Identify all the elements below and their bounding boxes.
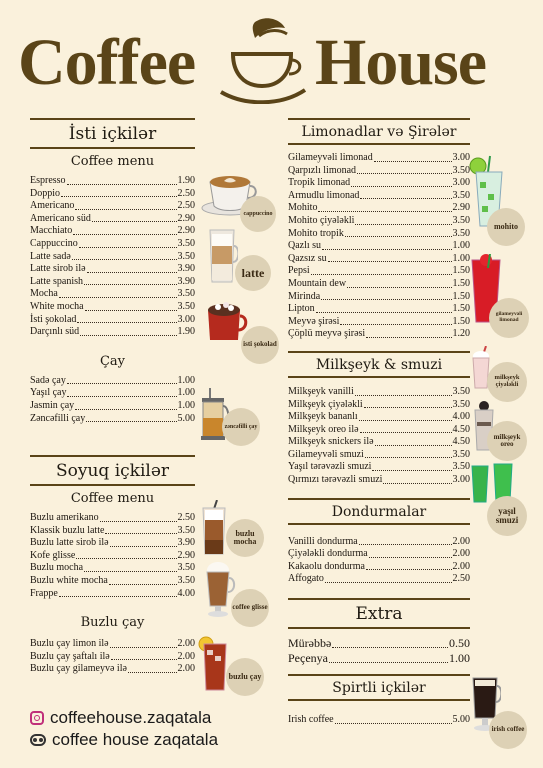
menu-row-icecream [288, 573, 470, 586]
item-name: Macchiato [30, 225, 73, 237]
badge-latte: latte [235, 255, 271, 291]
item-price: 3.50 [177, 288, 195, 300]
item-price: 3.50 [177, 575, 195, 587]
menu-row-extra [288, 636, 470, 651]
item-price: 3.00 [452, 177, 470, 189]
dot-leader [365, 457, 452, 458]
menu-row-shake [288, 386, 470, 399]
menu-row-lemonade [288, 291, 470, 304]
item-name: Mohito [288, 202, 318, 214]
sub-title-hot-coffee: Coffee menu [70, 154, 155, 169]
item-name: Cappuccino [30, 237, 78, 249]
dot-leader [86, 421, 176, 422]
item-name: Milkşeyk oreo ilə [288, 423, 359, 435]
item-name: Buzlu white mocha [30, 575, 108, 587]
menu-row-lemonade [288, 253, 470, 266]
menu-row-hot-coffee [30, 276, 195, 289]
badge-isti-sokolad: isti şokolad [241, 326, 279, 364]
section-title-icecream: Dondurmalar [288, 498, 470, 525]
dot-leader [75, 209, 176, 210]
item-name: Qazlı su [288, 240, 322, 252]
menu-row-lemonade [288, 328, 470, 341]
brand-word-right: House [315, 26, 487, 99]
item-name: Tropik limonad [288, 177, 351, 189]
menu-row-lemonade [288, 228, 470, 241]
item-name: Zəncəfilli çay [30, 412, 86, 424]
dot-leader [355, 395, 452, 396]
menu-row-hot-coffee [30, 301, 195, 314]
item-price: 1.50 [452, 265, 470, 277]
item-name: Mürəbbə [288, 636, 332, 651]
item-price: 3.50 [452, 214, 470, 226]
menu-row-cold-coffee [30, 588, 195, 601]
item-price: 3.50 [452, 189, 470, 201]
item-name: Buzlu çay gilameyvə ilə [30, 663, 127, 675]
section-title-cold-drinks: Soyuq içkilər [30, 455, 195, 486]
item-price: 2.50 [452, 573, 470, 585]
item-price: 4.00 [177, 587, 195, 599]
shakes-section [288, 351, 470, 487]
dot-leader [76, 558, 176, 559]
menu-row-shake [288, 424, 470, 437]
item-price: 3.50 [452, 227, 470, 239]
menu-row-tea [30, 387, 195, 400]
dot-leader [355, 224, 451, 225]
dot-leader [328, 261, 452, 262]
badge-irish-coffee: irish coffee [489, 711, 527, 749]
item-name: Buzlu mocha [30, 562, 84, 574]
menu-row-shake [288, 399, 470, 412]
lemonades-section [288, 118, 470, 341]
menu-row-cold-coffee [30, 562, 195, 575]
menu-row-ice-tea [30, 663, 195, 676]
item-name: Çöplü meyvə şirəsi [288, 328, 366, 340]
tripadvisor-link[interactable] [30, 730, 218, 750]
section-title-spirits: Spirtli içkilər [288, 674, 470, 701]
badge-gilameyveli-limonad: gilameyvəli limonad [489, 298, 529, 338]
item-price: 3.00 [452, 474, 470, 486]
ice-tea-list [30, 638, 195, 676]
dot-leader [340, 324, 451, 325]
item-price: 3.50 [452, 448, 470, 460]
item-name: Buzlu amerikano [30, 512, 99, 524]
item-price: 2.00 [177, 663, 195, 675]
item-price: 2.90 [177, 212, 195, 224]
dot-leader [369, 557, 452, 558]
item-price: 3.50 [452, 164, 470, 176]
badge-milkseyk-ciyelekli: milkşeyk çiyələkli [487, 362, 527, 402]
dot-leader [359, 544, 452, 545]
section-title-extra: Extra [288, 598, 470, 629]
item-price: 2.90 [177, 549, 195, 561]
item-name: Milkşeyk bananlı [288, 411, 358, 423]
dot-leader [360, 432, 452, 433]
menu-row-hot-coffee [30, 200, 195, 213]
dot-leader [80, 335, 176, 336]
dot-leader [84, 571, 176, 572]
spirit-list [288, 714, 470, 727]
item-name: Yaşıl tərəvəzli smuzi [288, 461, 372, 473]
extra-list [288, 636, 470, 666]
hot-drinks-section [30, 118, 195, 425]
menu-row-shake [288, 436, 470, 449]
tea-list [30, 375, 195, 425]
menu-row-shake [288, 461, 470, 474]
item-name: Klassik buzlu latte [30, 524, 105, 536]
badge-zencefilli-cay: zəncəfilli çay [222, 408, 260, 446]
menu-row-lemonade [288, 278, 470, 291]
menu-row-cold-coffee [30, 537, 195, 550]
item-name: Frappe [30, 587, 58, 599]
item-price: 1.50 [452, 290, 470, 302]
item-price: 2.90 [177, 225, 195, 237]
item-price: 2.90 [452, 202, 470, 214]
dot-leader [59, 297, 177, 298]
lemonade-list [288, 152, 470, 341]
dot-leader [364, 407, 452, 408]
item-price: 3.90 [177, 275, 195, 287]
menu-row-shake [288, 449, 470, 462]
item-price: 3.50 [177, 524, 195, 536]
menu-row-hot-coffee [30, 188, 195, 201]
dot-leader [72, 259, 177, 260]
item-price: 3.50 [177, 250, 195, 262]
menu-row-tea [30, 400, 195, 413]
item-name: Latte sadə [30, 250, 71, 262]
cold-drinks-section [30, 455, 195, 676]
badge-coffee-glisse: coffee glisse [231, 589, 269, 627]
menu-row-lemonade [288, 316, 470, 329]
dot-leader [383, 483, 451, 484]
sub-title-cold-coffee: Coffee menu [70, 491, 155, 507]
item-price: 1.00 [452, 240, 470, 252]
item-name: Mirinda [288, 290, 321, 302]
item-price: 1.00 [452, 252, 470, 264]
item-price: 4.00 [452, 411, 470, 423]
dot-leader [87, 272, 177, 273]
item-name: Espresso [30, 175, 66, 186]
item-name: Milkşeyk çiyələkli [288, 398, 363, 410]
item-price: 4.50 [452, 423, 470, 435]
dot-leader [67, 184, 177, 185]
menu-row-lemonade [288, 165, 470, 178]
tripadvisor-icon [30, 734, 46, 746]
menu-row-hot-coffee [30, 251, 195, 264]
item-price: 3.50 [177, 237, 195, 249]
item-name: Gilameyvəli limonad [288, 152, 373, 163]
item-price: 1.00 [449, 651, 470, 666]
badge-buzlu-mocha: buzlu mocha [226, 519, 264, 557]
item-name: Latte spanish [30, 275, 84, 287]
item-price: 3.00 [452, 152, 470, 163]
menu-row-spirit [288, 714, 470, 727]
dot-leader [322, 249, 451, 250]
menu-row-lemonade [288, 240, 470, 253]
item-name: White mocha [30, 300, 84, 312]
menu-row-lemonade [288, 152, 470, 165]
item-price: 5.00 [177, 412, 195, 424]
shake-list [288, 386, 470, 487]
item-name: Qazsız su [288, 252, 327, 264]
dot-leader [347, 287, 451, 288]
menu-row-lemonade [288, 202, 470, 215]
item-name: Milkşeyk snickers ilə [288, 436, 374, 448]
item-price: 3.90 [177, 537, 195, 549]
menu-row-hot-coffee [30, 213, 195, 226]
dot-leader [366, 337, 451, 338]
item-price: 4.50 [452, 436, 470, 448]
iced-mocha-glass-icon [199, 500, 229, 556]
dot-leader [375, 445, 452, 446]
item-name: Qarpızlı limonad [288, 164, 357, 176]
dot-leader [92, 221, 177, 222]
section-title-shakes: Milkşeyk & smuzi [288, 351, 470, 378]
item-name: Vanilli dondurma [288, 535, 358, 547]
dot-leader [110, 647, 177, 648]
menu-row-extra [288, 651, 470, 666]
instagram-icon [30, 711, 44, 725]
item-price: 1.00 [177, 387, 195, 399]
dot-leader [105, 533, 176, 534]
dot-leader [325, 582, 452, 583]
menu-row-lemonade [288, 177, 470, 190]
item-price: 1.20 [452, 328, 470, 340]
dot-leader [366, 569, 452, 570]
menu-row-lemonade [288, 303, 470, 316]
item-price: 1.50 [452, 315, 470, 327]
item-price: 1.00 [177, 399, 195, 411]
dot-leader [318, 211, 451, 212]
dot-leader [374, 161, 452, 162]
dot-leader [85, 310, 177, 311]
sub-title-tea: Çay [99, 353, 126, 369]
item-price: 3.50 [177, 562, 195, 574]
item-name: Meyvə şirəsi [288, 315, 340, 327]
dot-leader [351, 186, 451, 187]
item-name: Americano [30, 200, 75, 212]
dot-leader [360, 198, 451, 199]
item-price: 1.90 [177, 175, 195, 186]
brand-header [0, 14, 543, 106]
dot-leader [73, 234, 176, 235]
dot-leader [61, 196, 177, 197]
item-price: 3.50 [452, 385, 470, 397]
item-name: Mocha [30, 288, 58, 300]
icecream-list [288, 536, 470, 586]
item-price: 2.00 [452, 535, 470, 547]
item-price: 2.00 [452, 560, 470, 572]
item-price: 1.50 [452, 277, 470, 289]
item-name: Americano süd [30, 212, 91, 224]
item-name: Milkşeyk vanilli [288, 385, 354, 397]
dot-leader [111, 659, 177, 660]
menu-row-hot-coffee [30, 314, 195, 327]
item-price: 3.00 [177, 313, 195, 325]
item-name: Mountain dew [288, 277, 347, 289]
item-name: Latte sirob ilə [30, 263, 86, 275]
dot-leader [109, 584, 177, 585]
item-name: Qırmızı tərəvəzli smuzi [288, 474, 383, 486]
instagram-link[interactable] [30, 708, 211, 728]
cold-coffee-list [30, 512, 195, 600]
item-price: 2.50 [177, 187, 195, 199]
dot-leader [332, 647, 448, 648]
item-name: Jasmin çay [30, 399, 75, 411]
menu-row-cold-coffee [30, 512, 195, 525]
item-name: Mohito çiyələkli [288, 214, 355, 226]
dot-leader [59, 596, 177, 597]
item-price: 3.90 [177, 263, 195, 275]
item-name: Kofe glisse [30, 549, 76, 561]
badge-cappuccino: cappuccino [240, 196, 276, 232]
item-price: 3.50 [452, 398, 470, 410]
dot-leader [79, 247, 177, 248]
hot-coffee-list [30, 175, 195, 339]
item-price: 2.50 [177, 512, 195, 524]
item-price: 2.00 [177, 650, 195, 662]
dot-leader [128, 672, 177, 673]
section-title-hot-drinks: İsti içkilər [30, 118, 195, 149]
menu-row-cold-coffee [30, 525, 195, 538]
menu-row-tea [30, 375, 195, 388]
item-name: Gilameyvəli smuzi [288, 448, 364, 460]
menu-row-hot-coffee [30, 326, 195, 339]
menu-row-lemonade [288, 265, 470, 278]
hot-chocolate-mug-icon [204, 296, 248, 344]
menu-row-hot-coffee [30, 175, 195, 188]
menu-row-lemonade [288, 215, 470, 228]
item-name: Peçenya [288, 651, 328, 666]
dot-leader [316, 312, 452, 313]
dot-leader [345, 236, 452, 237]
sub-title-ice-tea: Buzlu çay [80, 615, 145, 631]
item-price: 1.50 [452, 303, 470, 315]
item-price: 3.50 [177, 300, 195, 312]
item-name: Buzlu latte sirob ilə [30, 537, 109, 549]
spirits-section [288, 674, 470, 727]
badge-milkseyk-oreo: milkşeyk oreo [487, 421, 527, 461]
item-name: Affogato [288, 573, 324, 585]
item-price: 2.50 [177, 200, 195, 212]
tripadvisor-handle: coffee house zaqatala [52, 730, 219, 749]
menu-row-hot-coffee [30, 238, 195, 251]
item-name: Buzlu çay limon ilə [30, 638, 109, 650]
menu-row-icecream [288, 536, 470, 549]
coffee-cup-logo-icon [215, 14, 310, 104]
menu-row-shake [288, 411, 470, 424]
item-name: Sadə çay [30, 374, 66, 386]
menu-row-icecream [288, 548, 470, 561]
item-price: 2.00 [177, 638, 195, 650]
dot-leader [357, 173, 451, 174]
latte-glass-icon [206, 226, 238, 286]
menu-row-shake [288, 474, 470, 487]
item-name: Pepsi [288, 265, 310, 277]
item-name: Lipton [288, 303, 315, 315]
dot-leader [77, 322, 176, 323]
item-price: 1.90 [177, 326, 195, 338]
item-name: Darçınlı süd [30, 326, 80, 338]
item-name: Armudlu limonad [288, 189, 360, 201]
brand-word-left: Coffee [18, 26, 196, 99]
item-name: Irish coffee [288, 714, 334, 726]
menu-row-ice-tea [30, 651, 195, 664]
item-price: 1.00 [177, 374, 195, 386]
item-name: İsti şokolad [30, 313, 77, 325]
menu-row-tea [30, 413, 195, 426]
item-name: Doppio [30, 187, 60, 199]
dot-leader [67, 396, 176, 397]
dot-leader [335, 723, 452, 724]
extra-section [288, 598, 470, 666]
dot-leader [359, 420, 452, 421]
dot-leader [311, 274, 452, 275]
menu-row-lemonade [288, 190, 470, 203]
menu-row-ice-tea [30, 638, 195, 651]
badge-yasil-smuzi: yaşıl smuzi [487, 496, 527, 536]
section-title-lemonades: Limonadlar və Şirələr [288, 118, 470, 145]
item-name: Yaşıl çay [30, 387, 67, 399]
dot-leader [84, 284, 176, 285]
badge-buzlu-cay: buzlu çay [226, 658, 264, 696]
dot-leader [100, 521, 177, 522]
item-price: 0.50 [449, 636, 470, 651]
item-price: 5.00 [452, 714, 470, 726]
item-name: Kakaolu dondurma [288, 560, 365, 572]
dot-leader [329, 662, 448, 663]
icecream-section [288, 498, 470, 586]
item-price: 3.50 [452, 461, 470, 473]
menu-row-hot-coffee [30, 263, 195, 276]
instagram-handle: coffeehouse.zaqatala [50, 708, 212, 727]
dot-leader [321, 299, 451, 300]
item-name: Buzlu çay şaftalı ilə [30, 650, 110, 662]
menu-row-hot-coffee [30, 225, 195, 238]
menu-row-cold-coffee [30, 575, 195, 588]
badge-mohito: mohito [487, 208, 525, 246]
menu-row-hot-coffee [30, 288, 195, 301]
dot-leader [372, 470, 451, 471]
dot-leader [67, 383, 177, 384]
item-name: Mohito tropik [288, 227, 344, 239]
item-name: Çiyələkli dondurma [288, 548, 368, 560]
menu-row-icecream [288, 561, 470, 574]
dot-leader [110, 546, 177, 547]
menu-row-cold-coffee [30, 550, 195, 563]
dot-leader [75, 409, 176, 410]
item-price: 2.00 [452, 548, 470, 560]
